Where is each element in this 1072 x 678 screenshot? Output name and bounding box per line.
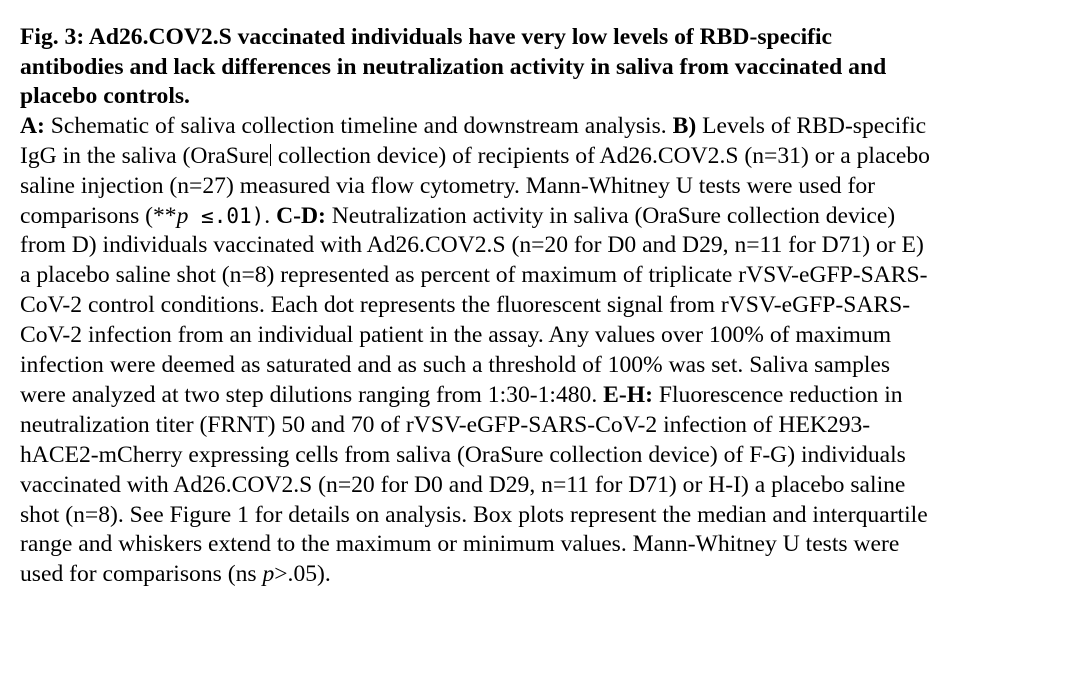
caption-line-4-dot: . bbox=[264, 202, 277, 229]
caption-line-16-pre: used for comparisons (ns bbox=[20, 561, 263, 588]
panel-c-d-text: Neutralization activity in saliva (OraSure collection device) bbox=[325, 202, 896, 229]
caption-line-3: saline injection (n=27) measured via flow cytometry. Mann-Whitney U tests were used for bbox=[20, 172, 875, 199]
caption-line-2 bbox=[20, 142, 1020, 172]
caption-line-10-pre: were analyzed at two step dilutions ranging from 1:30-1:480. bbox=[20, 381, 604, 408]
panel-label-a: A: bbox=[20, 112, 45, 139]
text-cursor bbox=[270, 144, 271, 166]
panel-a-text: Schematic of saliva collection timeline and downstream analysis. bbox=[44, 112, 673, 139]
caption-line-2-pre: IgG in the saliva (OraSure bbox=[20, 142, 269, 169]
caption-line-10 bbox=[20, 381, 1020, 411]
caption-line-4 bbox=[20, 202, 1020, 232]
panel-e-h-text: Fluorescence reduction in bbox=[652, 381, 903, 408]
caption-line-1 bbox=[20, 112, 1020, 142]
significance-threshold: ≤.01) bbox=[188, 203, 265, 228]
caption-line-16 bbox=[20, 560, 1020, 590]
caption-title-line-3: placebo controls. bbox=[20, 83, 190, 110]
caption-line-12: hACE2-mCherry expressing cells from saliva (OraSure collection device) of F-G) individuals bbox=[20, 441, 906, 468]
caption-line-11: neutralization titer (FRNT) 50 and 70 of rVSV-eGFP-SARS-CoV-2 infection of HEK293- bbox=[20, 411, 871, 438]
panel-label-e-h: E-H: bbox=[603, 381, 653, 408]
caption-line-16-post: >.05). bbox=[274, 561, 331, 588]
caption-line-13: vaccinated with Ad26.COV2.S (n=20 for D0 and D29, n=11 for D71) or H-I) a placebo saline bbox=[20, 471, 906, 498]
panel-b-text: Levels of RBD-specific bbox=[696, 112, 927, 139]
caption-line-8: CoV-2 infection from an individual patient in the assay. Any values over 100% of maximum bbox=[20, 322, 892, 349]
p-symbol-2: p bbox=[262, 561, 275, 588]
caption-title-line-2: antibodies and lack differences in neutralization activity in saliva from vaccinated and bbox=[20, 53, 887, 80]
caption-title-line-1: Fig. 3: Ad26.COV2.S vaccinated individuals have very low levels of RBD-specific bbox=[20, 24, 833, 50]
caption-line-9: infection were deemed as saturated and as such a threshold of 100% was set. Saliva samples bbox=[20, 352, 891, 379]
caption-line-2-post: collection device) of recipients of Ad26.COV2.S (n=31) or a placebo bbox=[271, 142, 930, 169]
caption-line-15: range and whiskers extend to the maximum or minimum values. Mann-Whitney U tests were bbox=[20, 531, 900, 558]
caption-line-5: from D) individuals vaccinated with Ad26.COV2.S (n=20 for D0 and D29, n=11 for D71) or E) bbox=[20, 232, 924, 259]
panel-label-b: B) bbox=[672, 112, 697, 139]
caption-line-4-pre: comparisons (** bbox=[20, 202, 177, 229]
panel-label-c-d: C-D: bbox=[276, 202, 326, 229]
caption-line-14: shot (n=8). See Figure 1 for details on analysis. Box plots represent the median and interquartile bbox=[20, 501, 928, 528]
caption-line-6: a placebo saline shot (n=8) represented as percent of maximum of triplicate rVSV-eGFP-SARS- bbox=[20, 262, 928, 289]
caption-line-7: CoV-2 control conditions. Each dot represents the fluorescent signal from rVSV-eGFP-SARS- bbox=[20, 292, 911, 319]
figure-caption bbox=[20, 23, 1020, 590]
p-symbol: p bbox=[176, 202, 189, 229]
